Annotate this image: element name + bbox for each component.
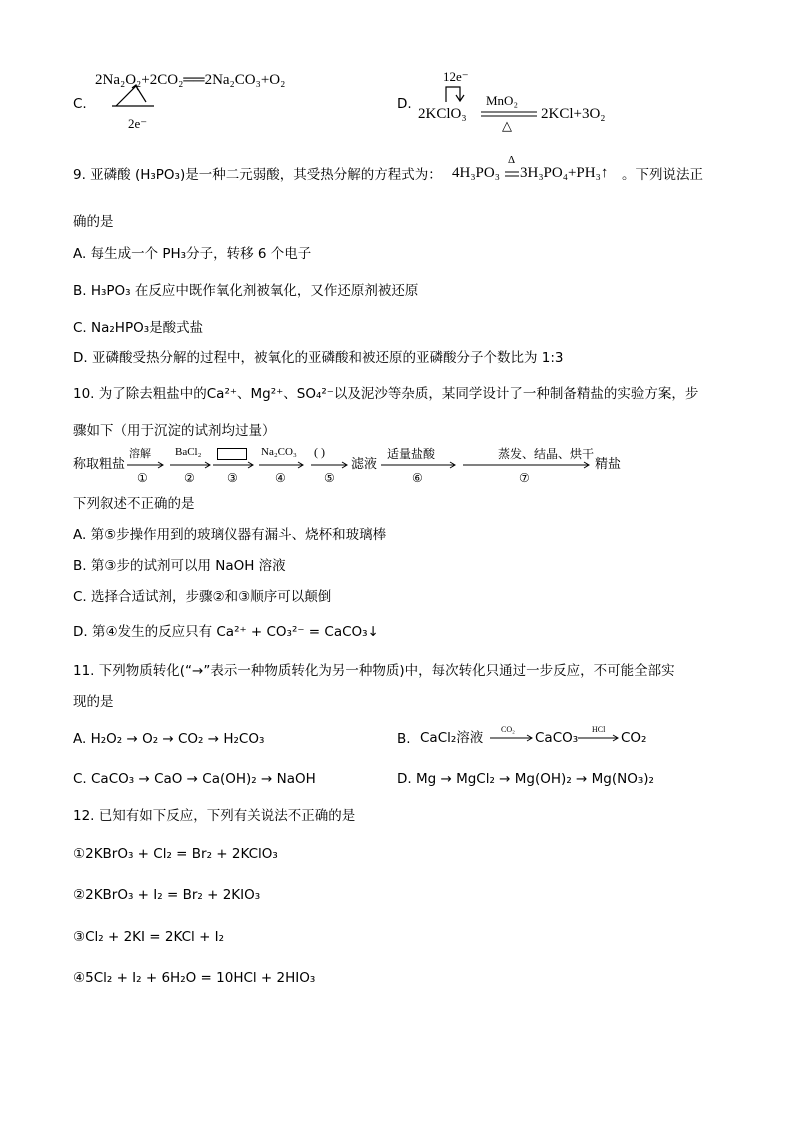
q8-option-c-equation: 2Na₂O₂+2CO₂══2Na₂CO₃+O₂ [95, 72, 286, 88]
q8-option-d-right: 2KCl+3O₂ [541, 106, 606, 122]
flow-arrow-icon [170, 461, 212, 469]
flow-arrow-icon [381, 461, 457, 469]
flow-step-7-above: 蒸发、结晶、烘干 [498, 447, 595, 461]
q9-option-a: A. 每生成一个 PH₃分子，转移 6 个电子 [73, 246, 312, 262]
q11-option-b-end: CO₂ [621, 730, 647, 746]
flow-step-5-below: ⑤ [324, 471, 335, 485]
q11-option-a: A. H₂O₂ → O₂ → CO₂ → H₂CO₃ [73, 731, 265, 747]
q9-equals-icon [505, 171, 519, 177]
flow-step-7-below: ⑦ [519, 471, 530, 485]
q12-reaction-4: ④5Cl₂ + I₂ + 6H₂O = 10HCl + 2HIO₃ [73, 970, 316, 986]
flow-arrow-icon [463, 461, 591, 469]
q9-option-c: C. Na₂HPO₃是酸式盐 [73, 320, 204, 336]
flow-step-1-below: ① [137, 471, 148, 485]
q9-equation-heat: Δ [508, 154, 516, 166]
flow-middle: 滤液 [351, 457, 378, 472]
flow-step-3-below: ③ [227, 471, 238, 485]
double-line-equals-icon [481, 110, 537, 118]
q9-stem-b: 。下列说法正 [622, 167, 703, 183]
q11-option-c: C. CaCO₃ → CaO → Ca(OH)₂ → NaOH [73, 771, 316, 787]
flow-start: 称取粗盐 [73, 457, 126, 472]
flow-step-4-below: ④ [275, 471, 286, 485]
q11-option-b-arrow1-label: CO₂ [501, 725, 515, 734]
q12-reaction-1: ①2KBrO₃ + Cl₂ = Br₂ + 2KClO₃ [73, 846, 278, 862]
q10-stem-b: 骤如下（用于沉淀的试剂均过量） [73, 423, 276, 439]
flow-end: 精盐 [595, 457, 622, 472]
q8-option-c-electron: 2e⁻ [128, 116, 148, 131]
q11-option-d: D. Mg → MgCl₂ → Mg(OH)₂ → Mg(NO₃)₂ [397, 771, 654, 787]
q8-option-d-catalyst: MnO₂ [486, 93, 518, 108]
flow-step-6-above: 适量盐酸 [387, 447, 436, 461]
q9-stem-c: 确的是 [73, 214, 114, 230]
q10-option-a: A. 第⑤步操作用到的玻璃仪器有漏斗、烧杯和玻璃棒 [73, 527, 387, 543]
flow-arrow-icon [259, 461, 305, 469]
q8-option-c-label: C. [73, 96, 87, 112]
q11-option-b-label: B. [397, 731, 411, 747]
q9-option-d: D. 亚磷酸受热分解的过程中，被氧化的亚磷酸和被还原的亚磷酸分子个数比为 1:3 [73, 350, 564, 366]
q12-reaction-2: ②2KBrO₃ + I₂ = Br₂ + 2KIO₃ [73, 887, 261, 903]
long-arrow-icon [490, 734, 534, 742]
q12-stem: 12. 已知有如下反应，下列有关说法不正确的是 [73, 808, 356, 824]
q11-option-b-start: CaCl₂溶液 [420, 730, 484, 746]
q9-equation-left: 4H₃PO₃ [452, 165, 500, 181]
q10-option-c: C. 选择合适试剂，步骤②和③顺序可以颠倒 [73, 589, 332, 605]
flow-step-6-below: ⑥ [412, 471, 423, 485]
electron-transfer-arrow-icon [442, 84, 466, 104]
q10-ask: 下列叙述不正确的是 [73, 496, 195, 512]
q10-option-b: B. 第③步的试剂可以用 NaOH 溶液 [73, 558, 286, 574]
flow-step-1-above: 溶解 [129, 447, 151, 460]
q8-option-d-label: D. [397, 96, 412, 112]
q12-reaction-3: ③Cl₂ + 2KI = 2KCl + I₂ [73, 929, 225, 945]
q11-option-b-arrow2-label: HCl [592, 725, 606, 734]
flow-step-4-above: Na₂CO₃ [261, 446, 297, 458]
q11-stem-a: 11. 下列物质转化(“→”表示一种物质转化为另一种物质)中，每次转化只通过一步反应，不可能全部实 [73, 663, 675, 679]
q9-option-b: B. H₃PO₃ 在反应中既作氧化剂被氧化，又作还原剂被还原 [73, 283, 419, 299]
q10-option-d: D. 第④发生的反应只有 Ca²⁺ + CO₃²⁻ = CaCO₃↓ [73, 624, 379, 640]
q8-option-d-left: 2KClO₃ [418, 106, 467, 122]
flow-step-5-above: ( ) [314, 445, 325, 459]
flow-arrow-icon [213, 461, 255, 469]
long-arrow-icon [578, 734, 620, 742]
q9-equation-right: 3H₃PO₄+PH₃↑ [520, 165, 609, 181]
flow-arrow-icon [311, 461, 349, 469]
flow-arrow-icon [127, 461, 165, 469]
q11-stem-b: 现的是 [73, 694, 114, 710]
flow-step-2-below: ② [184, 471, 195, 485]
q8-option-d-electron: 12e⁻ [443, 69, 469, 84]
q8-option-d-heat: △ [502, 118, 512, 133]
q9-stem-a: 9. 亚磷酸 (H₃PO₃)是一种二元弱酸，其受热分解的方程式为： [73, 167, 442, 183]
q11-option-b-mid: CaCO₃ [535, 730, 579, 746]
q10-flow-diagram [73, 445, 713, 489]
electron-transfer-triangle-icon [108, 84, 158, 108]
flow-step-2-above: BaCl₂ [175, 446, 202, 458]
q10-stem-a: 10. 为了除去粗盐中的Ca²⁺、Mg²⁺、SO₄²⁻以及泥沙等杂质，某同学设计了一种制备精盐的实验方案，步 [73, 386, 699, 402]
flow-step-3-blank-box [217, 448, 247, 460]
